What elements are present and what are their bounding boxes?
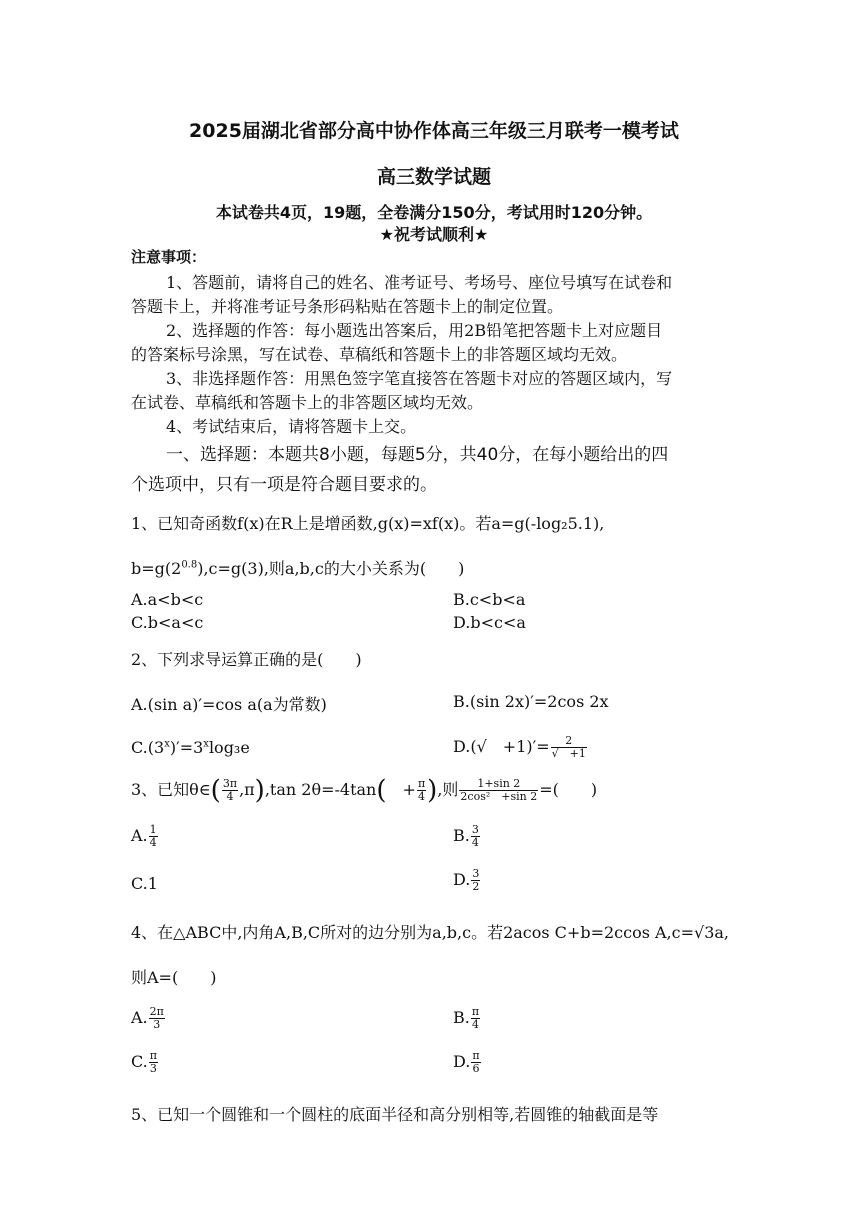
exam-title: 2025届湖北省部分高中协作体高三年级三月联考一模考试 xyxy=(189,120,679,142)
option-b: B. $\frac{\pi}{4}$ xyxy=(453,1005,480,1031)
question-4-line2: 则A=( ) xyxy=(131,968,217,987)
question-4-line1: 4、在△ABC中,内角A,B,C所对的边分别为a,b,c。若2acos C+b=2ccos A,c=√3a, xyxy=(131,923,730,942)
option-a: A. $\frac{2\pi}{3}$ xyxy=(131,1005,164,1031)
notice-line: 1、答题前，请将自己的姓名、准考证号、考场号、座位号填写在试卷和 xyxy=(166,273,673,292)
option-c: C.b<a<c xyxy=(131,613,204,632)
option-d: D.(√ +1)′= $\frac{2}{√ +1}$ xyxy=(453,734,586,760)
notice-line: 在试卷、草稿纸和答题卡上的非答题区域均无效。 xyxy=(131,393,484,412)
question-3-stem: 3、已知θ∈( $\frac{3\pi}{4}$ ,π),tan 2θ=-4tan( + $\frac{\pi}{4}$ ),则 $\frac{1+\sin 2}{\text{2cos² +sin 2}}$ =( ) xyxy=(131,775,598,806)
section-heading-cont: 个选项中，只有一项是符合题目要求的。 xyxy=(131,475,437,495)
notice-line: 2、选择题的作答：每小题选出答案后，用2B铅笔把答题卡上对应题目 xyxy=(166,321,663,340)
notice-heading: 注意事项： xyxy=(131,248,207,266)
option-b: B. $\frac{3}{4}$ xyxy=(453,823,479,849)
option-c: C.1 xyxy=(131,874,158,893)
option-b: B.(sin 2x)′=2cos 2x xyxy=(453,692,609,711)
subject-title: 高三数学试题 xyxy=(376,166,491,188)
option-c: C. $\frac{\pi}{3}$ xyxy=(131,1049,157,1075)
exam-info: 本试卷共4页，19题，全卷满分150分，考试用时120分钟。 xyxy=(215,203,653,222)
option-c: $C.(3^x)'=3^x\log_3e$ xyxy=(131,738,250,757)
exam-wish: ★祝考试顺利★ xyxy=(379,225,489,244)
question-1-line2: $b=g(2^{0.8}),c=g(3)$,则a,b,c的大小关系为( ) xyxy=(131,559,465,578)
notice-line: 答题卡上，并将准考证号条形码粘贴在答题卡上的制定位置。 xyxy=(131,297,564,316)
notice-line: 的答案标号涂黑，写在试卷、草稿纸和答题卡上的非答题区域均无效。 xyxy=(131,345,628,364)
option-b: B.c<b<a xyxy=(453,590,526,609)
option-d: D.b<c<a xyxy=(453,613,526,632)
notice-line: 4、考试结束后，请将答题卡上交。 xyxy=(166,417,417,436)
notice-line: 3、非选择题作答：用黑色签字笔直接答在答题卡对应的答题区域内，写 xyxy=(166,369,673,388)
question-2-stem: 2、下列求导运算正确的是( ) xyxy=(131,650,362,669)
section-heading: 一、选择题：本题共8小题，每题5分，共40分，在每小题给出的四 xyxy=(166,445,669,465)
question-1-line1: 1、已知奇函数f(x)在R上是增函数,g(x)=xf(x)。若a=g(-log₂5.1), xyxy=(131,514,605,533)
option-a: A. $\frac{1}{4}$ xyxy=(131,823,157,849)
option-d: D. $\frac{\pi}{6}$ xyxy=(453,1049,480,1075)
option-a: A.(sin a)′=cos a(a为常数) xyxy=(131,695,327,714)
question-5-line1: 5、已知一个圆锥和一个圆柱的底面半径和高分别相等,若圆锥的轴截面是等 xyxy=(131,1105,659,1124)
option-d: D. $\frac{3}{2}$ xyxy=(453,867,480,893)
option-a: A.a<b<c xyxy=(131,590,204,609)
